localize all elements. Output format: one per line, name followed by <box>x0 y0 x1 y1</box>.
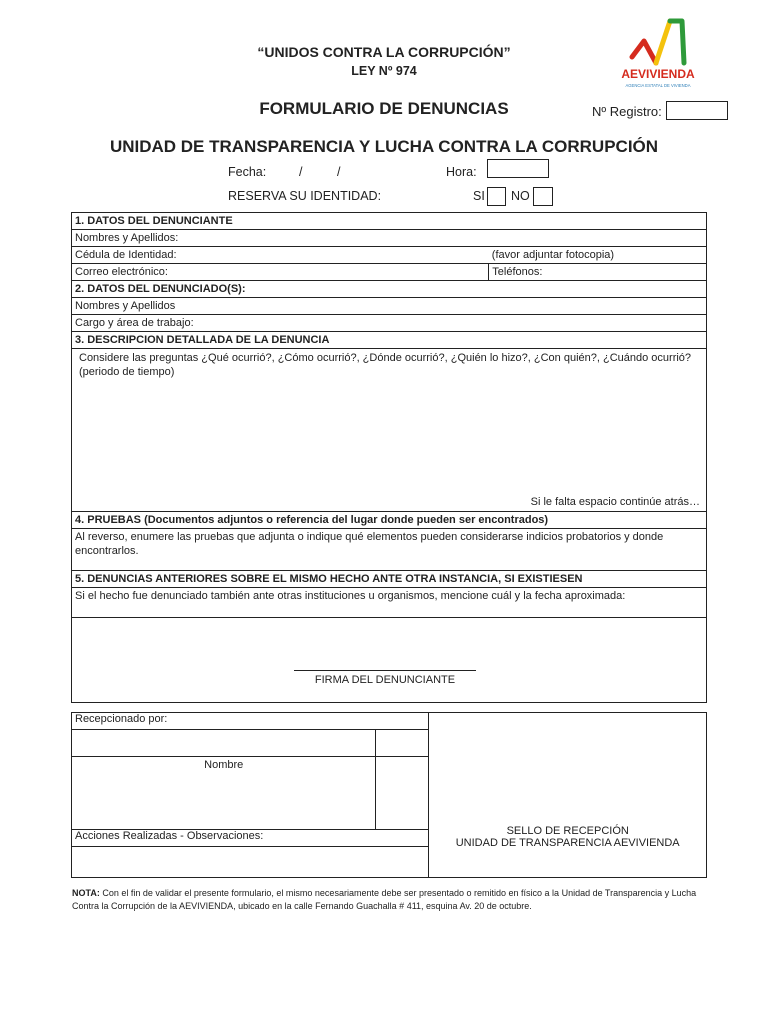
reserva-label: RESERVA SU IDENTIDAD: <box>228 189 382 203</box>
logo-name: AEVIVIENDA <box>621 67 695 81</box>
complaint-form-table <box>71 212 707 703</box>
hora-field[interactable] <box>487 159 549 178</box>
section5-title: 5. DENUNCIAS ANTERIORES SOBRE EL MISMO HECHO ANTE OTRA INSTANCIA, SI EXISTIESEN <box>72 571 707 588</box>
denunciado-nombres-label: Nombres y Apellidos <box>75 300 176 312</box>
acciones-field[interactable] <box>72 847 429 878</box>
registro-label: Nº Registro: <box>592 104 662 119</box>
sello-line-1: SELLO DE RECEPCIÓN <box>506 825 629 837</box>
correo-field[interactable] <box>72 264 489 281</box>
pruebas-text: Al reverso, enumere las pruebas que adjunta o indique qué elementos pueden considerarse indicios probatorios y donde encontrarlos. <box>75 531 664 557</box>
sello-line-2: UNIDAD DE TRANSPARENCIA AEVIVIENDA <box>455 837 680 849</box>
nota-label: NOTA: <box>72 888 100 898</box>
section2-title: 2. DATOS DEL DENUNCIADO(S): <box>72 281 707 298</box>
fotocopia-label: (favor adjuntar fotocopia) <box>491 249 615 261</box>
firma-area[interactable] <box>72 618 707 703</box>
nombre-label: Nombre <box>204 759 244 771</box>
unit-title: UNIDAD DE TRANSPARENCIA Y LUCHA CONTRA LA CORRUPCIÓN <box>109 137 659 156</box>
descripcion-field[interactable] <box>72 349 707 512</box>
descripcion-prompt: Considere las preguntas ¿Qué ocurrió?, ¿Cómo ocurrió?, ¿Dónde ocurrió?, ¿Quién lo hizo?, ¿Con quién?, ¿Cuándo ocurrió? (periodo de tiempo) <box>79 352 692 378</box>
cedula-label: Cédula de Identidad: <box>75 249 177 261</box>
section3-title: 3. DESCRIPCION DETALLADA DE LA DENUNCIA <box>72 332 707 349</box>
nota-paragraph <box>72 887 708 913</box>
denuncias-anteriores-text: Si el hecho fue denunciado también ante otras instituciones u organismos, mencione cuál y la fecha aproximada: <box>75 590 626 602</box>
denunciado-nombres-field[interactable] <box>72 298 707 315</box>
denunciante-nombres-label: Nombres y Apellidos: <box>75 232 179 244</box>
recepcionado-extra-field[interactable] <box>376 730 429 757</box>
correo-label: Correo electrónico: <box>75 266 168 278</box>
reception-table <box>71 712 707 878</box>
nota-text: Con el fin de validar el presente formulario, el mismo necesariamente debe ser presentado o remitido en físico a la Unidad de Transparencia y Lucha Contra la Corrupción de la AEVIVIENDA, ubicado en la calle Fernando Guachalla # 411, esquina Av. 20 de octubre. <box>72 888 697 911</box>
no-checkbox[interactable] <box>533 187 553 206</box>
section1-title: 1. DATOS DEL DENUNCIANTE <box>72 213 707 230</box>
denunciante-nombres-field[interactable] <box>72 230 707 247</box>
cedula-field[interactable] <box>72 247 489 264</box>
section4-title: 4. PRUEBAS (Documentos adjuntos o referencia del lugar donde pueden ser encontrados) <box>72 512 707 529</box>
nombre-extra-field[interactable] <box>376 757 429 830</box>
denuncias-anteriores-field[interactable] <box>72 588 707 618</box>
fecha-label: Fecha: <box>228 165 267 179</box>
date-separator-1: / <box>299 165 303 179</box>
telefonos-field[interactable] <box>489 264 707 281</box>
pruebas-field[interactable] <box>72 529 707 571</box>
sello-area <box>429 713 707 878</box>
signature-line <box>294 670 476 671</box>
law-number: LEY Nº 974 <box>351 64 417 78</box>
form-title: FORMULARIO DE DENUNCIAS <box>259 99 509 118</box>
recepcionado-cell <box>72 713 429 730</box>
acciones-cell <box>72 830 429 847</box>
acciones-label: Acciones Realizadas - Observaciones: <box>75 830 264 842</box>
firma-label: FIRMA DEL DENUNCIANTE <box>314 674 456 686</box>
recepcionado-name-field[interactable] <box>72 730 376 757</box>
continue-note: Si le falta espacio continúe atrás… <box>530 496 700 508</box>
si-label: SI <box>473 189 485 203</box>
slogan: “UNIDOS CONTRA LA CORRUPCIÓN” <box>257 44 511 60</box>
date-separator-2: / <box>337 165 341 179</box>
cargo-field[interactable] <box>72 315 707 332</box>
telefonos-label: Teléfonos: <box>492 266 543 278</box>
hora-label: Hora: <box>446 165 477 179</box>
si-checkbox[interactable] <box>487 187 506 206</box>
nombre-field[interactable] <box>72 757 376 830</box>
fotocopia-note <box>489 247 707 264</box>
recepcionado-label: Recepcionado por: <box>75 713 168 725</box>
cargo-label: Cargo y área de trabajo: <box>75 317 194 329</box>
no-label: NO <box>511 189 530 203</box>
logo-tagline: AGENCIA ESTATAL DE VIVIENDA <box>625 83 691 88</box>
registro-field[interactable] <box>666 101 728 120</box>
